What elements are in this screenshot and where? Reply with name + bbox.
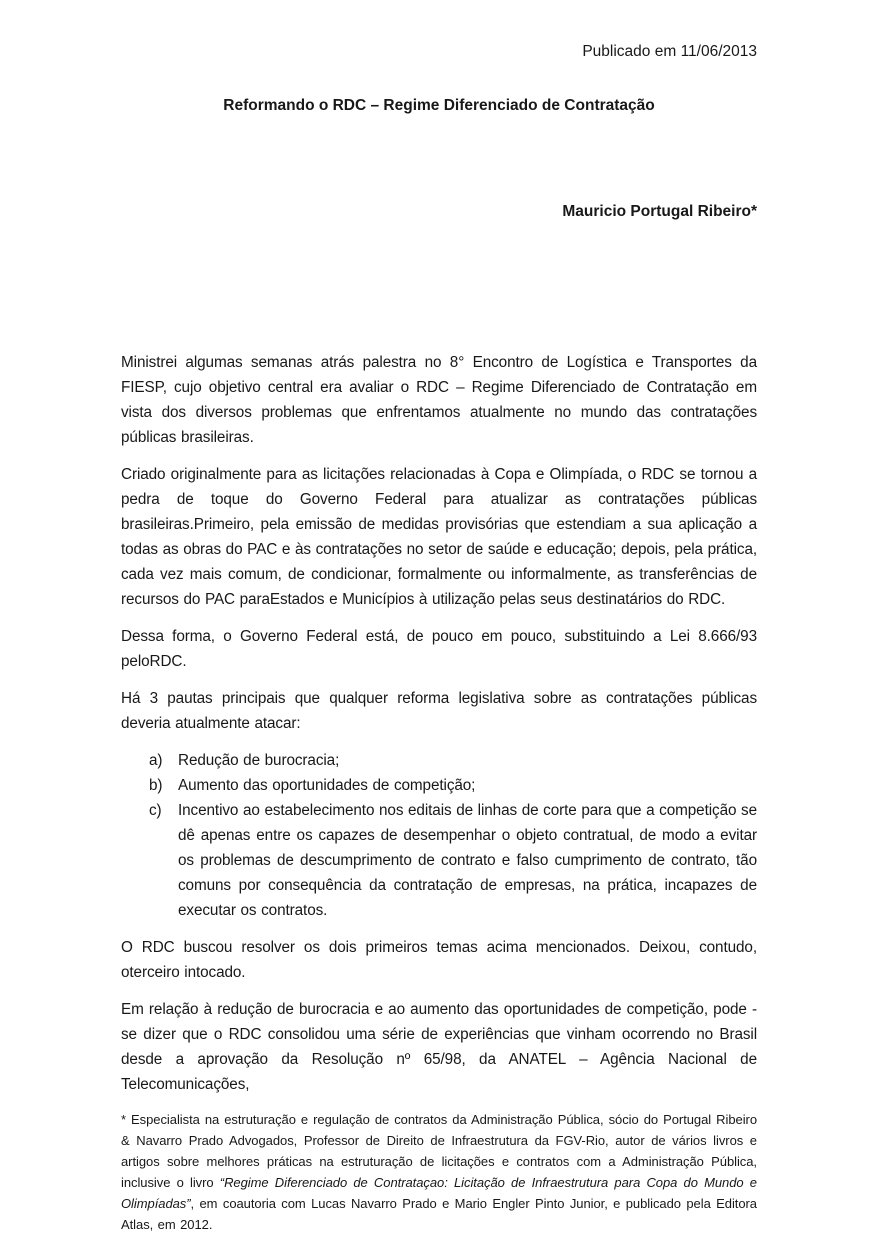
- published-date: Publicado em 11/06/2013: [582, 43, 757, 60]
- footnote-text: * Especialista na estruturação e regulação de contratos da Administração Pública, sócio do Portugal Ribeiro & Navarro Prado Advogados, Professor de Direito de Infraestrutura da FGV-Rio, autor de vários livros e artigos sobre melhores práticas na estruturação de licitações e contratos com a Administração Pública, inclusive o livro: [121, 1112, 757, 1190]
- lettered-list: [121, 748, 757, 923]
- footnote-book-title: “Regime Diferenciado de Contrataçao: Licitação de Infraestrutura para Copa do Mundo e Olimpíadas”: [121, 1175, 757, 1211]
- footnote: [121, 1109, 757, 1235]
- list-item-text: Redução de burocracia;: [178, 752, 340, 769]
- paragraph: Ministrei algumas semanas atrás palestra no 8° Encontro de Logística e Transportes da FIESP, cujo objetivo central era avaliar o RDC – Regime Diferenciado de Contratação em vista dos diversos problemas que enfrentamos atualmente no mundo das contratações públicas brasileiras.: [121, 354, 757, 446]
- list-item-marker: c): [149, 802, 162, 819]
- list-item: [149, 748, 757, 773]
- list-item: [149, 773, 757, 798]
- page-title: Reformando o RDC – Regime Diferenciado de Contratação: [223, 97, 655, 114]
- author-byline: Mauricio Portugal Ribeiro*: [562, 203, 757, 220]
- list-item-marker: b): [149, 777, 163, 794]
- paragraph: Criado originalmente para as licitações relacionadas à Copa e Olimpíada, o RDC se tornou a pedra de toque do Governo Federal para atualizar as contratações públicas brasileiras.Primeiro, pela emissão de medidas provisórias que estendiam a sua aplicação a todas as obras do PAC e às contratações no setor de saúde e educação; depois, pela prática, cada vez mais comum, de condicionar, formalmente ou informalmente, as transferências de recursos do PAC paraEstados e Municípios à utilização pelas seus destinatários do RDC.: [121, 466, 757, 608]
- list-item: [149, 798, 757, 923]
- document-body: [121, 350, 757, 1097]
- paragraph: Dessa forma, o Governo Federal está, de pouco em pouco, substituindo a Lei 8.666/93 peloRDC.: [121, 628, 757, 670]
- list-item-text: Aumento das oportunidades de competição;: [178, 777, 476, 794]
- paragraph: Em relação à redução de burocracia e ao aumento das oportunidades de competição, pode -se dizer que o RDC consolidou uma série de experiências que vinham ocorrendo no Brasil desde a aprovação da Resolução nº 65/98, da ANATEL – Agência Nacional de Telecomunicações,: [121, 1001, 757, 1093]
- footnote-text: , em coautoria com Lucas Navarro Prado e Mario Engler Pinto Junior, e publicado pela Editora Atlas, em 2012.: [121, 1196, 757, 1232]
- paragraph: O RDC buscou resolver os dois primeiros temas acima mencionados. Deixou, contudo, oterceiro intocado.: [121, 939, 757, 981]
- paragraph: Há 3 pautas principais que qualquer reforma legislativa sobre as contratações públicas deveria atualmente atacar:: [121, 690, 757, 732]
- list-item-text: Incentivo ao estabelecimento nos editais de linhas de corte para que a competição se dê apenas entre os capazes de desempenhar o objeto contratual, de modo a evitar os problemas de descumprimento de contrato e falso cumprimento de contrato, tão comuns por consequência da contratação de empresas, na prática, incapazes de executar os contratos.: [178, 802, 757, 919]
- list-item-marker: a): [149, 752, 163, 769]
